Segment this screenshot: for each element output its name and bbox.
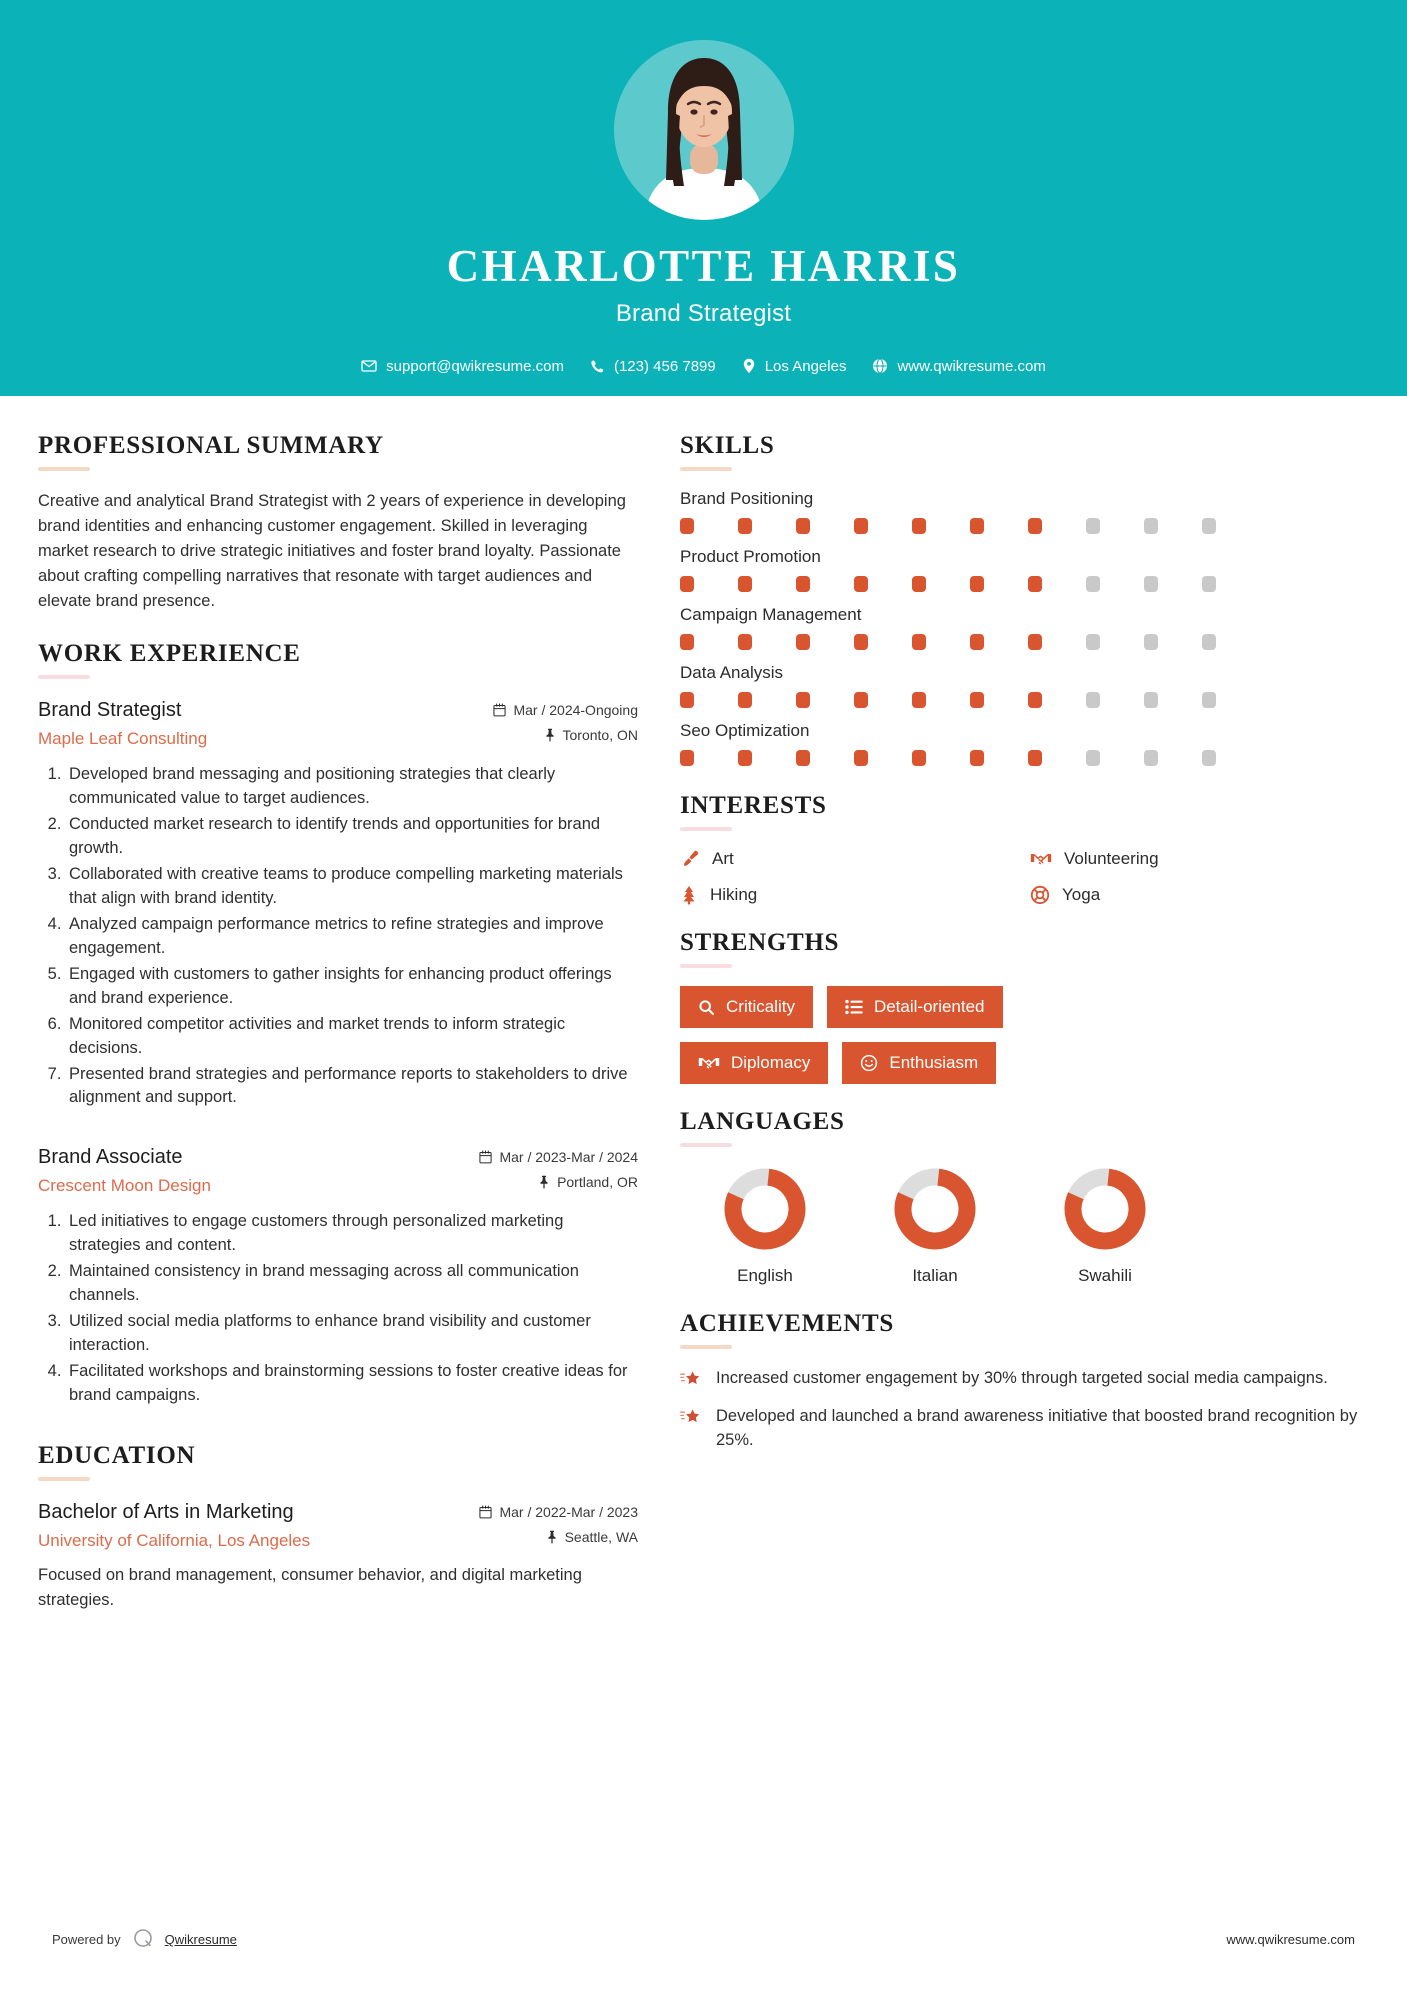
rating-dot-filled [738, 518, 752, 534]
section-heading-block [680, 792, 1370, 831]
rating-dot-empty [1086, 750, 1100, 766]
rating-dot-filled [912, 576, 926, 592]
rating-dot-filled [970, 634, 984, 650]
work-date [493, 702, 638, 718]
paintbrush-icon [680, 849, 700, 869]
avatar [614, 40, 794, 220]
qwikresume-logo-icon [132, 1927, 154, 1952]
rating-dot-filled [796, 750, 810, 766]
rating-dot-filled [912, 692, 926, 708]
resume-body [0, 396, 1407, 1638]
work-location [479, 1174, 638, 1190]
interest-label: Yoga [1062, 885, 1101, 904]
list-item: 2. Conducted market research to identify trends and opportunities for brand growth. [66, 813, 638, 861]
section-heading-block [680, 1108, 1370, 1147]
section-heading-block [680, 929, 1370, 968]
achievement-text: Increased customer engagement by 30% through targeted social media campaigns. [716, 1369, 1328, 1387]
language-item-english [680, 1165, 850, 1286]
rating-dot-empty [1144, 518, 1158, 534]
strength-chip-criticality [680, 986, 813, 1028]
rating-dot-filled [680, 576, 694, 592]
rating-dot-empty [1144, 634, 1158, 650]
work-role: Brand Strategist [38, 699, 182, 722]
skill-rating [680, 750, 1370, 766]
language-label: English [737, 1266, 793, 1285]
rating-dot-filled [970, 518, 984, 534]
rating-dot-filled [680, 692, 694, 708]
interest-item-volunteering [1030, 849, 1370, 869]
strength-label: Detail-oriented [873, 997, 985, 1016]
calendar-icon [493, 703, 506, 717]
work-location [493, 727, 638, 743]
pushpin-icon [538, 1175, 550, 1189]
work-entry [38, 1144, 638, 1407]
rating-dot-empty [1144, 692, 1158, 708]
skill-label: Brand Positioning [680, 489, 814, 508]
education-degree: Bachelor of Arts in Marketing [38, 1500, 294, 1523]
contact-phone[interactable] [590, 358, 716, 375]
rating-dot-filled [738, 692, 752, 708]
education-entry [38, 1499, 638, 1613]
pushpin-icon [546, 1530, 558, 1544]
skill-item [680, 663, 1370, 708]
rating-dot-filled [738, 750, 752, 766]
handshake-icon [698, 1054, 720, 1072]
section-heading-block [680, 1310, 1370, 1349]
contact-location [742, 358, 847, 375]
rating-dot-filled [854, 634, 868, 650]
rating-dot-empty [1202, 750, 1216, 766]
interest-label: Art [712, 849, 734, 868]
list-item: 6. Monitored competitor activities and market trends to inform strategic decisions. [66, 1013, 638, 1061]
list-item: 4. Facilitated workshops and brainstorming sessions to foster creative ideas for brand campaigns. [66, 1360, 638, 1408]
footer-website[interactable]: www.qwikresume.com [1226, 1932, 1355, 1947]
footer-powered-by [52, 1927, 237, 1952]
work-date-text: Mar / 2023-Mar / 2024 [499, 1149, 638, 1166]
star-badge-icon [680, 1405, 702, 1428]
education-date [479, 1504, 638, 1520]
rating-dot-filled [912, 750, 926, 766]
rating-dot-filled [680, 634, 694, 650]
section-rule [680, 1345, 732, 1349]
education-entry-meta [479, 1499, 638, 1545]
work-entry-identity [38, 697, 207, 750]
job-title: Brand Strategist [615, 299, 792, 327]
strength-chip-diplomacy [680, 1042, 828, 1084]
rating-dot-filled [854, 576, 868, 592]
skill-label: Product Promotion [680, 547, 821, 566]
skill-label: Seo Optimization [680, 721, 810, 740]
rating-dot-filled [738, 576, 752, 592]
skill-item [680, 547, 1370, 592]
rating-dot-filled [796, 576, 810, 592]
magnifier-icon [698, 999, 715, 1016]
contact-email[interactable] [361, 358, 564, 375]
rating-dot-filled [796, 692, 810, 708]
section-interests [680, 792, 1370, 905]
list-item: 2. Maintained consistency in brand messaging across all communication channels. [66, 1260, 638, 1308]
work-entry-meta [479, 1144, 638, 1190]
handshake-icon [1030, 850, 1052, 868]
section-rule [680, 827, 732, 831]
footer-powered-label: Powered by [52, 1932, 121, 1947]
right-column [680, 432, 1370, 1478]
language-donut-chart [1020, 1165, 1190, 1253]
skill-rating [680, 518, 1370, 534]
work-entry-meta [493, 697, 638, 743]
rating-dot-filled [912, 518, 926, 534]
page-footer [0, 1927, 1407, 1952]
section-rule [680, 467, 732, 471]
phone-icon [590, 359, 605, 374]
section-work-experience [38, 640, 638, 1407]
interest-label: Hiking [710, 885, 758, 904]
section-skills [680, 432, 1370, 766]
calendar-icon [479, 1150, 492, 1164]
section-rule [680, 1143, 732, 1147]
education-location-text: Seattle, WA [564, 1528, 638, 1545]
list-item: 5. Engaged with customers to gather insights for enhancing product offerings and brand experience. [66, 963, 638, 1011]
pushpin-icon [544, 728, 556, 742]
section-heading-block [680, 432, 1370, 471]
contact-phone-text: (123) 456 7899 [613, 357, 716, 375]
strength-label: Criticality [726, 997, 795, 1016]
work-entry-header [38, 1144, 638, 1197]
skill-rating [680, 692, 1370, 708]
rating-dot-filled [970, 750, 984, 766]
section-title-summary: PROFESSIONAL SUMMARY [38, 432, 384, 459]
rating-dot-filled [854, 518, 868, 534]
section-professional-summary [38, 432, 638, 614]
education-entry-header [38, 1499, 638, 1552]
rating-dot-filled [680, 518, 694, 534]
contact-email-text: support@qwikresume.com [386, 357, 564, 375]
smiley-icon [860, 1054, 878, 1072]
rating-dot-filled [796, 634, 810, 650]
section-strengths [680, 929, 1370, 1084]
achievement-item [680, 1405, 1370, 1452]
education-location [479, 1529, 638, 1545]
rating-dot-empty [1086, 576, 1100, 592]
section-title-languages: LANGUAGES [680, 1108, 845, 1135]
rating-dot-empty [1144, 576, 1158, 592]
interests-grid [680, 849, 1370, 905]
rating-dot-filled [1028, 750, 1042, 766]
work-company: Maple Leaf Consulting [38, 729, 208, 749]
list-icon [845, 999, 863, 1015]
section-title-skills: SKILLS [680, 432, 775, 459]
section-education [38, 1442, 638, 1613]
language-item-italian [850, 1165, 1020, 1286]
education-description: Focused on brand management, consumer behavior, and digital marketing strategies. [38, 1565, 582, 1609]
list-item: 3. Collaborated with creative teams to produce compelling marketing materials that align with brand identity. [66, 863, 638, 911]
interest-item-art [680, 849, 1020, 869]
rating-dot-filled [1028, 692, 1042, 708]
languages-list [680, 1165, 1370, 1286]
star-badge-icon [680, 1367, 702, 1390]
strengths-row [680, 986, 1370, 1028]
skill-label: Campaign Management [680, 605, 862, 624]
section-achievements [680, 1310, 1370, 1452]
section-languages [680, 1108, 1370, 1286]
skill-item [680, 721, 1370, 766]
interest-item-hiking [680, 885, 1020, 905]
resume-header [0, 0, 1407, 396]
rating-dot-empty [1144, 750, 1158, 766]
rating-dot-filled [680, 750, 694, 766]
lifebuoy-icon [1030, 885, 1050, 905]
tree-icon [680, 885, 698, 905]
rating-dot-filled [854, 692, 868, 708]
section-rule [38, 467, 90, 471]
section-rule [38, 675, 90, 679]
section-title-achievements: ACHIEVEMENTS [680, 1310, 894, 1337]
education-school: University of California, Los Angeles [38, 1530, 311, 1550]
contact-website[interactable] [872, 358, 1045, 375]
section-title-strengths: STRENGTHS [680, 929, 840, 956]
education-entry-identity [38, 1499, 310, 1552]
section-heading-block [38, 432, 638, 471]
list-item: 7. Presented brand strategies and performance reports to stakeholders to drive alignment and support. [66, 1063, 638, 1111]
avatar-photo [614, 40, 794, 220]
work-location-text: Toronto, ON [562, 727, 638, 744]
strength-label: Enthusiasm [889, 1053, 979, 1072]
work-date-text: Mar / 2024-Ongoing [513, 702, 638, 719]
rating-dot-empty [1202, 518, 1216, 534]
rating-dot-filled [970, 692, 984, 708]
rating-dot-empty [1086, 692, 1100, 708]
language-label: Swahili [1078, 1266, 1132, 1285]
location-pin-icon [742, 358, 756, 374]
interest-label: Volunteering [1064, 849, 1159, 868]
footer-brand-link[interactable]: Qwikresume [164, 1932, 237, 1947]
list-item: 3. Utilized social media platforms to enhance brand visibility and customer interaction. [66, 1310, 638, 1358]
rating-dot-empty [1086, 634, 1100, 650]
work-location-text: Portland, OR [557, 1174, 638, 1191]
achievement-text: Developed and launched a brand awareness initiative that boosted brand recognition by 25%. [716, 1407, 1358, 1449]
language-item-swahili [1020, 1165, 1190, 1286]
left-column [38, 432, 638, 1638]
strength-label: Diplomacy [731, 1053, 811, 1072]
rating-dot-filled [854, 750, 868, 766]
rating-dot-empty [1202, 692, 1216, 708]
rating-dot-filled [738, 634, 752, 650]
skill-rating [680, 576, 1370, 592]
work-bullets [38, 763, 638, 1110]
section-title-education: EDUCATION [38, 1441, 196, 1469]
skill-rating [680, 634, 1370, 650]
rating-dot-filled [1028, 576, 1042, 592]
section-title-interests: INTERESTS [680, 792, 827, 819]
envelope-icon [361, 358, 377, 374]
calendar-icon [479, 1505, 492, 1519]
list-item: 4. Analyzed campaign performance metrics to refine strategies and improve engagement. [66, 913, 638, 961]
strengths-list [680, 986, 1370, 1084]
rating-dot-filled [912, 634, 926, 650]
section-title-work: WORK EXPERIENCE [38, 640, 301, 668]
rating-dot-filled [1028, 634, 1042, 650]
rating-dot-filled [1028, 518, 1042, 534]
contact-website-text: www.qwikresume.com [897, 357, 1046, 375]
work-entry-identity [38, 1144, 211, 1197]
work-date [479, 1149, 638, 1165]
rating-dot-empty [1202, 576, 1216, 592]
section-rule [680, 964, 732, 968]
skill-item [680, 489, 1370, 534]
interest-item-yoga [1030, 885, 1370, 905]
summary-text: Creative and analytical Brand Strategist with 2 years of experience in developing brand identities and enhancing customer engagement. Skilled in leveraging market research to drive strategic initiatives and foster brand loyalty. Passionate about crafting compelling narratives that resonate with target audiences and elevate brand presence. [38, 492, 626, 611]
section-heading-block [38, 1442, 638, 1481]
work-bullets [38, 1210, 638, 1407]
work-entry-header [38, 697, 638, 750]
contact-location-text: Los Angeles [764, 357, 847, 375]
work-role: Brand Associate [38, 1146, 183, 1169]
work-company: Crescent Moon Design [38, 1176, 211, 1196]
list-item: 1. Developed brand messaging and positioning strategies that clearly communicated value to target audiences. [66, 763, 638, 811]
rating-dot-filled [970, 576, 984, 592]
strength-chip-enthusiasm [842, 1042, 996, 1084]
language-donut-chart [680, 1165, 850, 1253]
rating-dot-filled [796, 518, 810, 534]
section-rule [38, 1477, 90, 1481]
strength-chip-detail-oriented [827, 986, 1003, 1028]
achievement-item [680, 1367, 1370, 1390]
skill-item [680, 605, 1370, 650]
rating-dot-empty [1086, 518, 1100, 534]
rating-dot-empty [1202, 634, 1216, 650]
language-label: Italian [912, 1266, 958, 1285]
work-entry [38, 697, 638, 1110]
strengths-row [680, 1042, 1370, 1084]
globe-icon [872, 358, 888, 374]
section-heading-block [38, 640, 638, 679]
list-item: 1. Led initiatives to engage customers through personalized marketing strategies and content. [66, 1210, 638, 1258]
skill-label: Data Analysis [680, 663, 783, 682]
education-date-text: Mar / 2022-Mar / 2023 [499, 1503, 638, 1520]
page-title: CHARLOTTE HARRIS [446, 241, 961, 291]
contact-row [361, 358, 1046, 375]
language-donut-chart [850, 1165, 1020, 1253]
